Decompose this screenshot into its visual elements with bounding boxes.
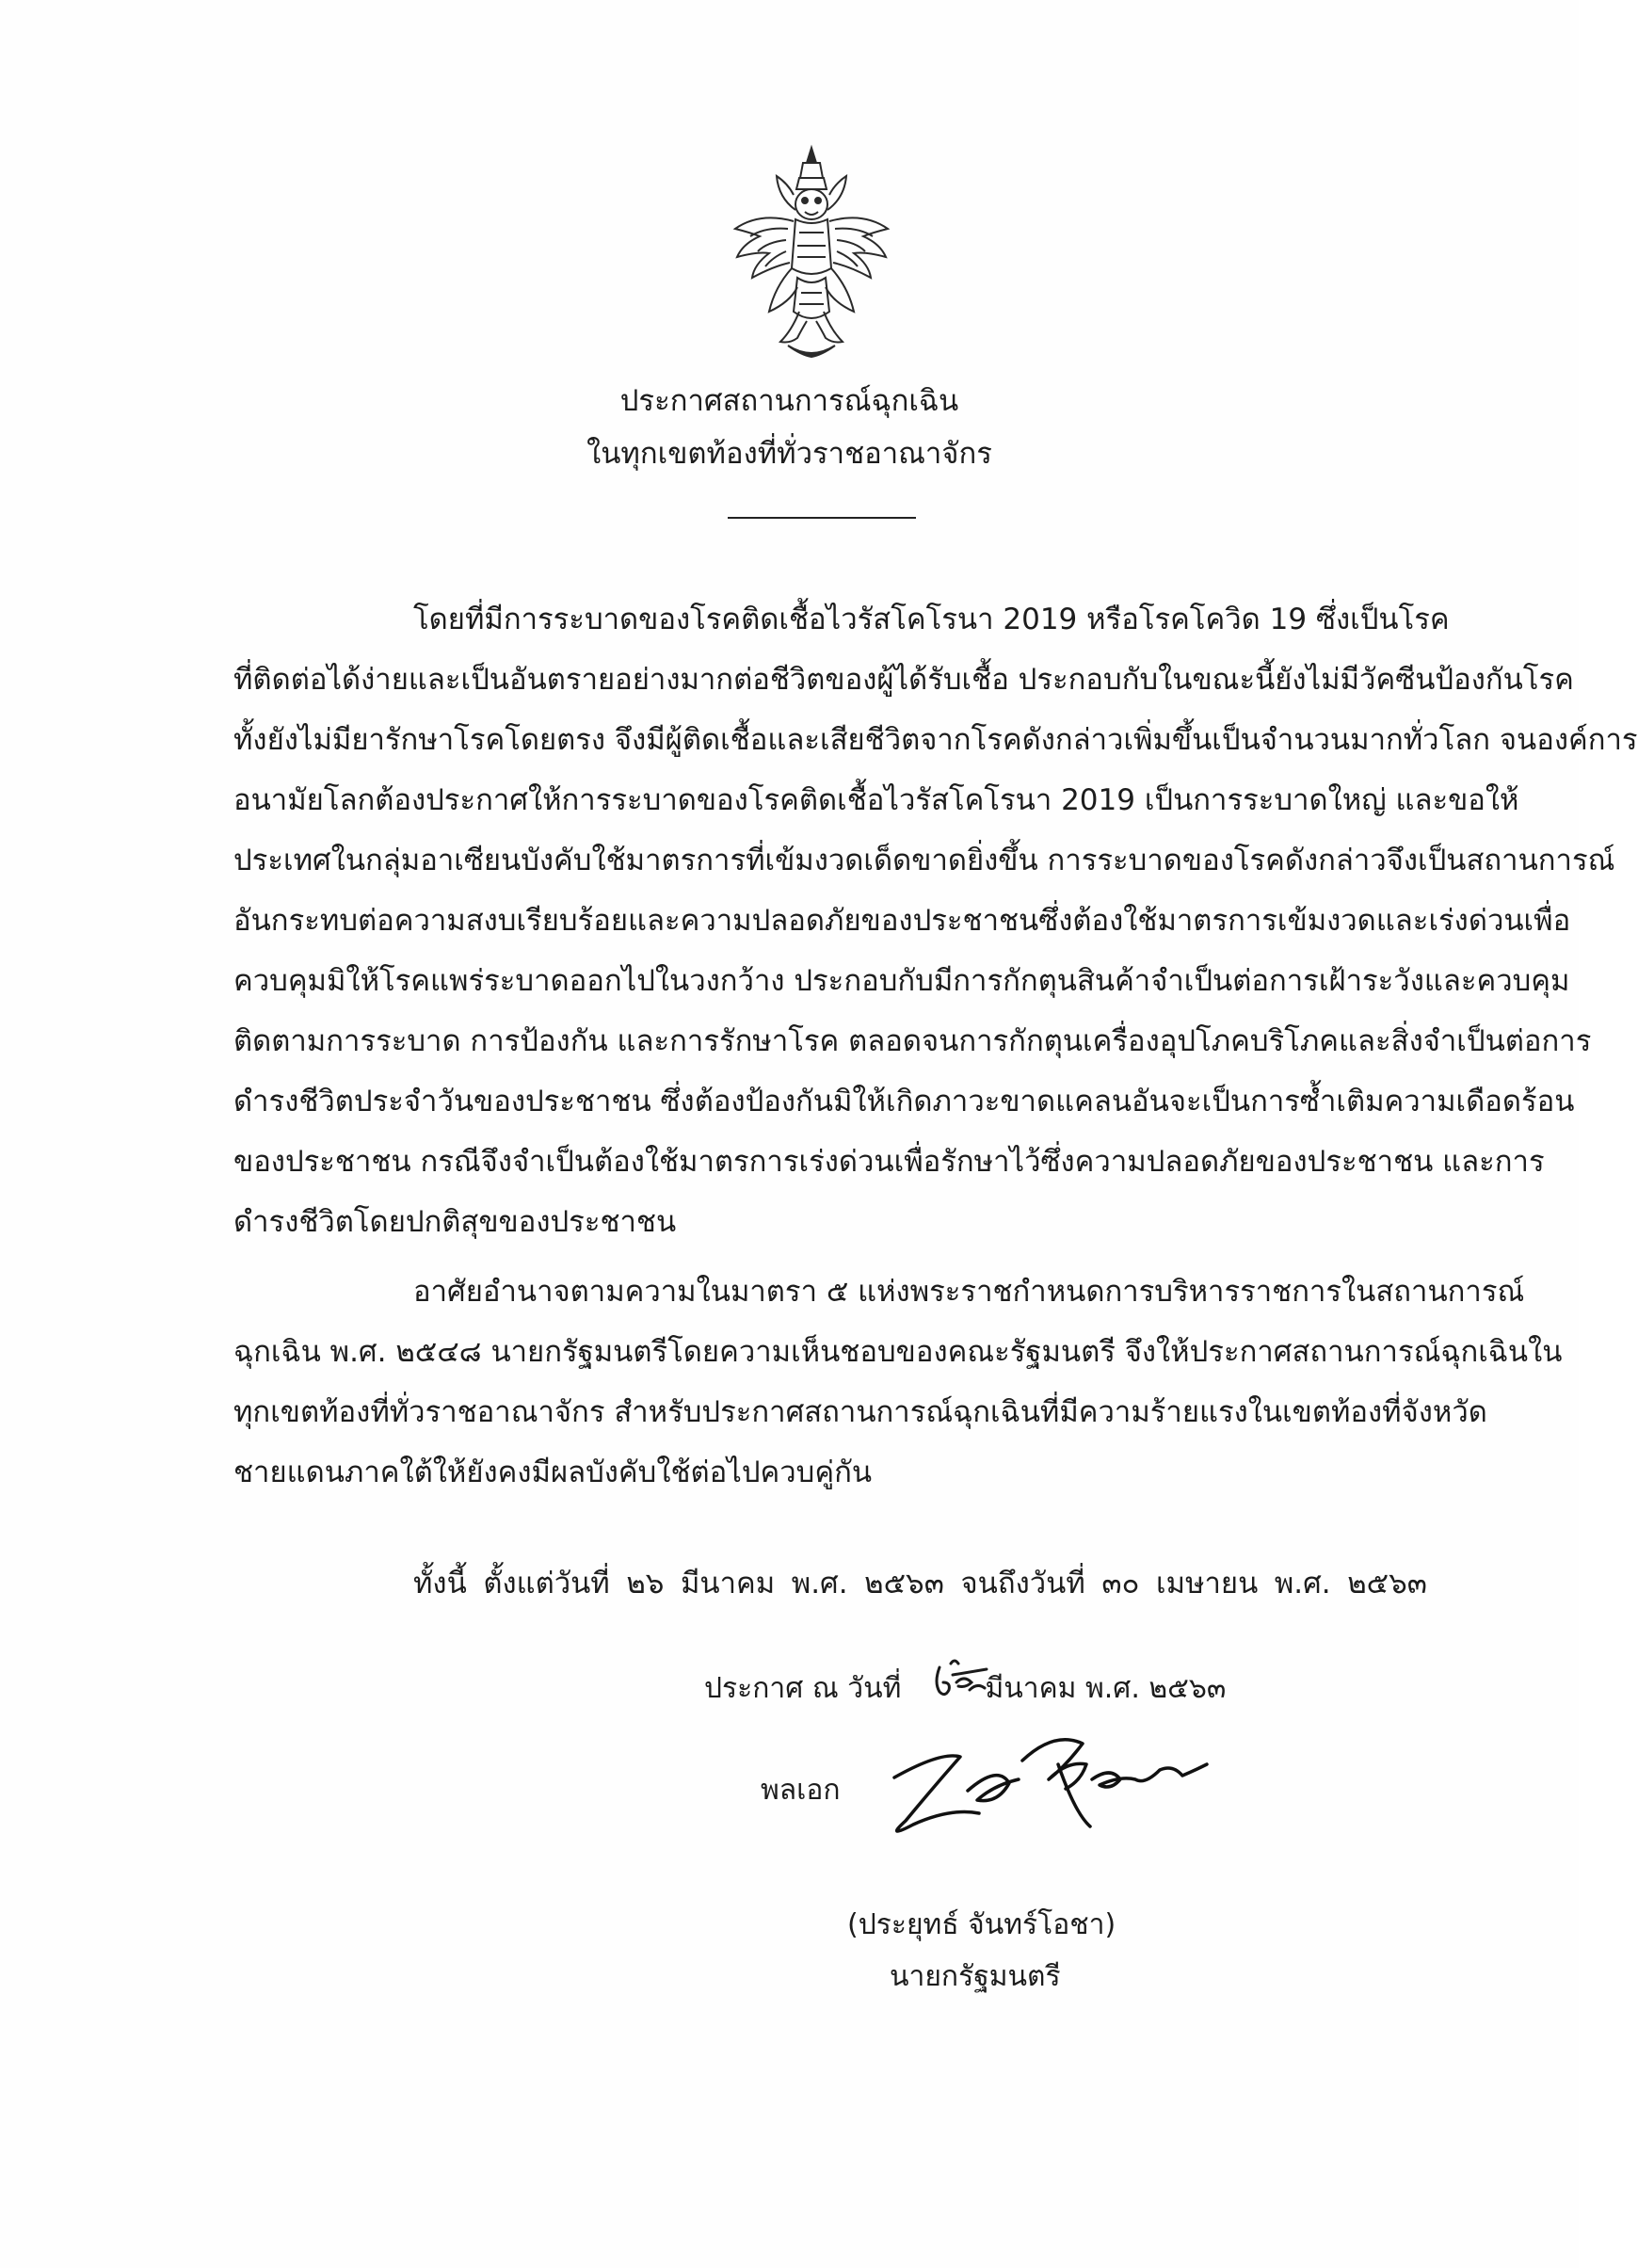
paragraph-line: ทั้งยังไม่มียารักษาโรคโดยตรง จึงมีผู้ติดเชื้อและเสียชีวิตจากโรคดังกล่าวเพิ่มขึ้นเป็นจำนวนมากทั่วโลก จนองค์การ (233, 723, 1638, 757)
signer-position: นายกรัฐมนตรี (890, 1960, 1061, 1993)
paragraph-line: โดยที่มีการระบาดของโรคติดเชื้อไวรัสโคโรนา 2019 หรือโรคโควิด 19 ซึ่งเป็นโรค (413, 603, 1450, 636)
garuda-emblem (731, 146, 891, 362)
signer-name: (ประยุทธ์ จันทร์โอชา) (847, 1908, 1116, 1941)
paragraph-line: ประเทศในกลุ่มอาเซียนบังคับใช้มาตรการที่เข้มงวดเด็ดขาดยิ่งขึ้น การระบาดของโรคดังกล่าวจึงเป็นสถานการณ์ (233, 844, 1615, 877)
paragraph-line: ฉุกเฉิน พ.ศ. ๒๕๔๘ นายกรัฐมนตรีโดยความเห็นชอบของคณะรัฐมนตรี จึงให้ประกาศสถานการณ์ฉุกเฉินใน (233, 1335, 1563, 1369)
paragraph-line: ของประชาชน กรณีจึงจำเป็นต้องใช้มาตรการเร่งด่วนเพื่อรักษาไว้ซึ่งความปลอดภัยของประชาชน และการ (233, 1145, 1545, 1179)
effective-period: ทั้งนี้ ตั้งแต่วันที่ ๒๖ มีนาคม พ.ศ. ๒๕๖๓ จนถึงวันที่ ๓๐ เมษายน พ.ศ. ๒๕๖๓ (413, 1567, 1427, 1600)
paragraph-line: ติดตามการระบาด การป้องกัน และการรักษาโรค ตลอดจนการกักตุนเครื่องอุปโภคบริโภคและสิ่งจำเป็นต่อการ (233, 1024, 1592, 1058)
paragraph-line: ควบคุมมิให้โรคแพร่ระบาดออกไปในวงกว้าง ประกอบกับมีการกักตุนสินค้าจำเป็นต่อการเฝ้าระวังและควบคุม (233, 964, 1570, 998)
paragraph-authority (233, 1262, 1563, 1503)
announced-month-year: มีนาคม พ.ศ. ๒๕๖๓ (985, 1672, 1227, 1705)
handwritten-day-mark (932, 1654, 988, 1706)
paragraph-line: ดำรงชีวิตโดยปกติสุขของประชาชน (233, 1205, 677, 1239)
paragraph-line: ดำรงชีวิตประจำวันของประชาชน ซึ่งต้องป้องกันมิให้เกิดภาวะขาดแคลนอันจะเป็นการซ้ำเติมความเดือดร้อน (233, 1085, 1575, 1118)
paragraph-line: อาศัยอำนาจตามความในมาตรา ๕ แห่งพระราชกำหนดการบริหารราชการในสถานการณ์ (413, 1275, 1525, 1309)
signer-rank: พลเอก (761, 1774, 841, 1807)
paragraph-line: ทุกเขตท้องที่ทั่วราชอาณาจักร สำหรับประกาศสถานการณ์ฉุกเฉินที่มีความร้ายแรงในเขตท้องที่จังหวัด (233, 1395, 1487, 1429)
signature (857, 1723, 1214, 1845)
announcement-title (0, 375, 1579, 480)
paragraph-preamble (233, 589, 1638, 1252)
title-line-1: ประกาศสถานการณ์ฉุกเฉิน (619, 384, 959, 418)
paragraph-line: ชายแดนภาคใต้ให้ยังคงมีผลบังคับใช้ต่อไปควบคู่กัน (233, 1456, 873, 1489)
paragraph-line: อันกระทบต่อความสงบเรียบร้อยและความปลอดภัยของประชาชนซึ่งต้องใช้มาตรการเข้มงวดและเร่งด่วนเพื่อ (233, 904, 1571, 938)
paragraph-line: ที่ติดต่อได้ง่ายและเป็นอันตรายอย่างมากต่อชีวิตของผู้ได้รับเชื้อ ประกอบกับในขณะนี้ยังไม่มีวัคซีนป้องกันโรค (233, 663, 1574, 697)
announced-prefix: ประกาศ ณ วันที่ (704, 1672, 902, 1705)
title-divider (728, 517, 916, 519)
title-line-2: ในทุกเขตท้องที่ทั่วราชอาณาจักร (586, 437, 992, 471)
paragraph-line: อนามัยโลกต้องประกาศให้การระบาดของโรคติดเชื้อไวรัสโคโรนา 2019 เป็นการระบาดใหญ่ และขอให้ (233, 783, 1519, 817)
